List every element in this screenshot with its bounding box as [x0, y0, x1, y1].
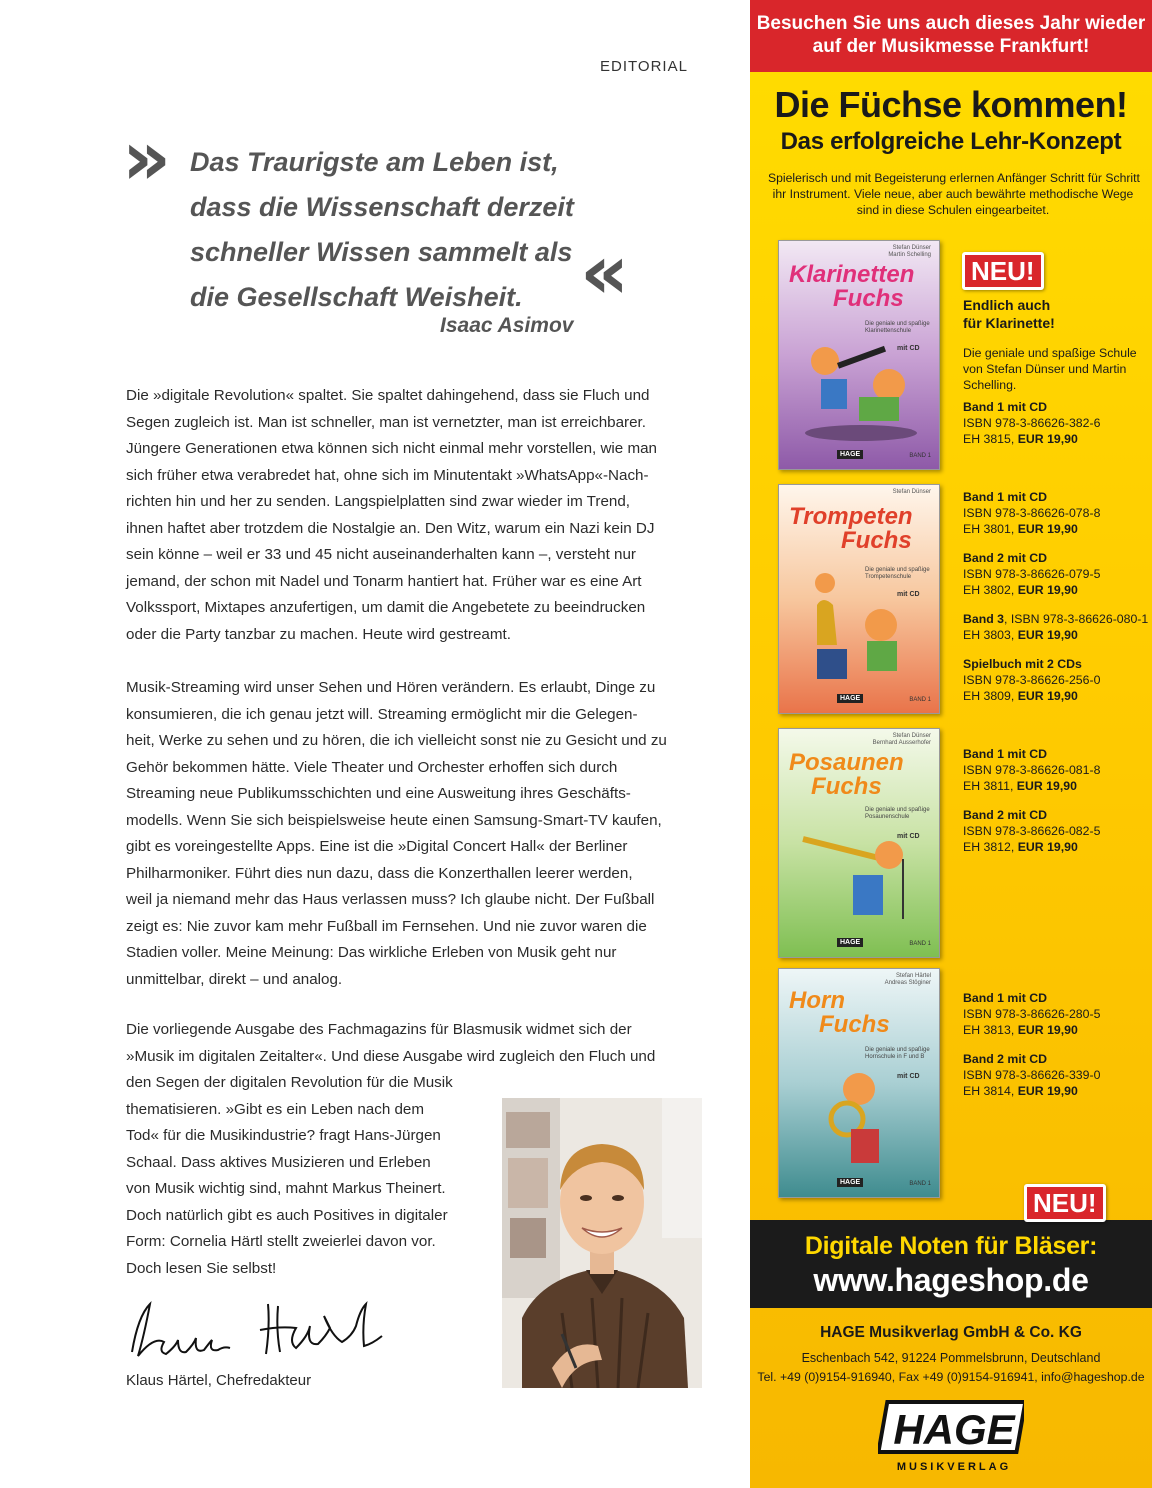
book-info-trompeten	[963, 489, 1148, 704]
ad-title: Die Füchse kommen!	[774, 84, 1128, 125]
order-number: EH 3815,	[963, 432, 1018, 446]
text-line: oder die Party tanzbar zu machen. Heute wird gestreamt.	[126, 625, 511, 643]
price: EUR 19,90	[1017, 1084, 1078, 1098]
cd-label: mit CD	[897, 1073, 920, 1080]
quote-line: schneller Wissen sammelt als	[190, 237, 573, 267]
text-line: jemand, der schon mit Nadel und Tonarm hantiert hat. Früher war es eine Art	[126, 572, 642, 590]
book-subtitle: Die geniale und spaßige Trompetenschule	[865, 567, 930, 580]
book-authors: Stefan Dünser	[892, 489, 931, 495]
text-line: zeigt es: Nie zuvor kam mehr Fußball im Fernsehen. Und nie zuvor waren die	[126, 917, 647, 935]
text-line: Tod« für die Musikindustrie? fragt Hans-Jürgen	[126, 1127, 441, 1144]
text-line: sich früher etwa verabredet hat, ohne sich im Minutentakt »WhatsApp«-Nach-	[126, 466, 649, 484]
text-line: gibt es voreingestellte Apps. Eine ist die »Digital Concert Hall« der Berliner	[126, 838, 628, 855]
text-line: Die vorliegende Ausgabe des Fachmagazins für Blasmusik widmet sich der	[126, 1021, 632, 1038]
edition-label: Band 3	[963, 612, 1004, 626]
order-number: EH 3803,	[963, 628, 1018, 642]
order-number: EH 3809,	[963, 689, 1018, 703]
intro-line: ihr Instrument. Viele neue, aber auch bewährte methodische Wege	[772, 187, 1134, 201]
isbn: ISBN 978-3-86626-079-5	[963, 567, 1101, 581]
banner-line: auf der Musikmesse Frankfurt!	[812, 36, 1090, 57]
edition-label: Band 1 mit CD	[963, 747, 1048, 761]
digital-notes-heading: Digitale Noten für Bläser:	[804, 1232, 1098, 1260]
order-number: EH 3801,	[963, 522, 1018, 536]
edition-label: Band 1 mit CD	[963, 991, 1048, 1005]
text-line: von Musik wichtig sind, mahnt Markus Theinert.	[126, 1180, 446, 1197]
book-title: Klarinetten Fuchs	[789, 261, 915, 312]
text-line: sein könne – weil er 33 und 45 nicht auseinanderhalten kann –, versteht nur	[126, 546, 636, 563]
book-authors: Stefan Dünser Bernhard Ausserhofer	[872, 733, 931, 746]
text-line: Streaming neue Publikumsschichten und eine Ausweitung ihres Geschäfts-	[126, 785, 631, 802]
price: EUR 19,90	[1017, 628, 1078, 642]
description-line: von Stefan Dünser und Martin	[963, 362, 1127, 376]
isbn: ISBN 978-3-86626-339-0	[963, 1068, 1101, 1082]
order-number: EH 3813,	[963, 1023, 1018, 1037]
publisher-logo: HAGE	[837, 450, 863, 459]
cd-label: mit CD	[897, 833, 920, 840]
text-line: Form: Cornelia Härtl stellt zweierlei davon vor.	[126, 1233, 436, 1250]
headline-line: Endlich auch	[963, 297, 1051, 313]
edition-label: Band 1 mit CD	[963, 490, 1048, 504]
text-line: Gehör bekommen hätte. Viele Theater und Orchester erhoffen sich durch	[126, 758, 618, 776]
text-line: modells. Wenn Sie sich beispielsweise heute einen Samsung-Smart-TV kaufen,	[126, 811, 662, 829]
quote-open-mark: »	[122, 113, 172, 202]
cd-label: mit CD	[897, 591, 920, 598]
fox-illustration	[799, 1059, 919, 1169]
ad-subtitle: Das erfolgreiche Lehr-Konzept	[780, 128, 1122, 155]
text-line: thematisieren. »Gibt es ein Leben nach dem	[126, 1100, 425, 1118]
signature	[120, 1296, 390, 1366]
book-cover-horn-fuchs[interactable]	[778, 968, 940, 1198]
publisher-address: Eschenbach 542, 91224 Pommelsbrunn, Deutschland	[801, 1351, 1101, 1365]
book-subtitle: Die geniale und spaßige Hornschule in F und B	[865, 1047, 930, 1060]
band-label: BAND 1	[909, 1181, 931, 1187]
book-title: Horn Fuchs	[789, 987, 890, 1038]
text-line: Philharmoniker. Führt dies nun dazu, dass die Konzerthallen leerer werden,	[126, 864, 633, 882]
book-info-klarinetten	[963, 296, 1148, 447]
hage-advertisement	[750, 0, 1152, 1488]
isbn: , ISBN 978-3-86626-080-1	[1004, 612, 1149, 626]
isbn: ISBN 978-3-86626-256-0	[963, 673, 1101, 687]
book-authors: Stefan Dünser Martin Schelling	[888, 245, 931, 258]
author-photo	[502, 1098, 702, 1388]
price: EUR 19,90	[1017, 689, 1078, 703]
editorial-paragraph-2	[126, 675, 706, 993]
text-line: Stadien voller. Meine Meinung: Das wirkliche Erleben von Musik geht nur	[126, 944, 617, 961]
band-label: BAND 1	[909, 941, 931, 947]
isbn: ISBN 978-3-86626-078-8	[963, 506, 1101, 520]
book-title: Posaunen Fuchs	[789, 749, 904, 800]
shop-url-link[interactable]: www.hageshop.de	[813, 1262, 1089, 1298]
cd-label: mit CD	[897, 345, 920, 352]
text-line: richten hin und her zu senden. Langspielplatten sind zwar wieder im Trend,	[126, 493, 631, 510]
band-label: BAND 1	[909, 453, 931, 459]
edition-label: Band 2 mit CD	[963, 808, 1048, 822]
publisher-logo: HAGE	[837, 938, 863, 947]
order-number: EH 3812,	[963, 840, 1018, 854]
publisher-logo: HAGE	[837, 694, 863, 703]
quote-line: dass die Wissenschaft derzeit	[190, 192, 574, 222]
book-cover-trompeten-fuchs[interactable]	[778, 484, 940, 714]
isbn: ISBN 978-3-86626-280-5	[963, 1007, 1101, 1021]
publisher-contact: Tel. +49 (0)9154-916940, Fax +49 (0)9154-916941, info@hageshop.de	[757, 1370, 1145, 1384]
edition-label: Spielbuch mit 2 CDs	[963, 657, 1082, 671]
isbn: ISBN 978-3-86626-081-8	[963, 763, 1101, 777]
text-line: Jüngere Generationen etwa können sich nicht einmal mehr vorstellen, wie man	[126, 440, 658, 457]
text-line: Doch natürlich gibt es auch Positives in digitaler	[126, 1206, 448, 1224]
book-subtitle: Die geniale und spaßige Posaunenschule	[865, 807, 930, 820]
text-line: Doch lesen Sie selbst!	[126, 1259, 277, 1277]
publisher-logo: HAGE	[837, 1178, 863, 1187]
order-number: EH 3802,	[963, 583, 1018, 597]
intro-line: sind in diese Schulen eingearbeitet.	[856, 203, 1050, 217]
logo-wordmark: HAGE	[893, 1406, 1015, 1453]
price: EUR 19,90	[1017, 583, 1078, 597]
new-badge: NEU!	[1024, 1184, 1106, 1222]
price: EUR 19,90	[1017, 522, 1078, 536]
fox-illustration	[797, 333, 925, 445]
section-label: EDITORIAL	[600, 58, 688, 75]
logo-subtext: MUSIKVERLAG	[896, 1461, 1012, 1473]
text-line: konsumieren, die ich genau jetzt will. Streaming ermöglicht mir die Gelegen-	[126, 705, 638, 723]
editorial-paragraph-1	[126, 383, 706, 648]
edition-label: Band 1 mit CD	[963, 400, 1048, 414]
pull-quote	[190, 140, 610, 320]
text-line: heit, Werke zu sehen und zu hören, die ich vielleicht sonst nie zu Gesicht und zu	[126, 732, 667, 749]
fox-illustration	[793, 819, 923, 929]
hage-logo	[878, 1398, 1024, 1478]
signature-caption: Klaus Härtel, Chefredakteur	[126, 1372, 312, 1389]
edition-label: Band 2 mit CD	[963, 551, 1048, 565]
text-line: »Musik im digitalen Zeitalter«. Und diese Ausgabe wird zugleich den Fluch und	[126, 1047, 656, 1065]
band-label: BAND 1	[909, 697, 931, 703]
book-authors: Stefan Härtel Andreas Stöginer	[884, 973, 931, 986]
price: EUR 19,90	[1017, 840, 1078, 854]
price: EUR 19,90	[1017, 1023, 1078, 1037]
publisher-name: HAGE Musikverlag GmbH & Co. KG	[820, 1324, 1082, 1341]
price: EUR 19,90	[1016, 779, 1077, 793]
edition-label: Band 2 mit CD	[963, 1052, 1048, 1066]
banner-line: Besuchen Sie uns auch dieses Jahr wieder	[756, 13, 1146, 34]
ad-intro	[768, 170, 1138, 218]
text-line: Musik-Streaming wird unser Sehen und Hören verändern. Es erlaubt, Dinge zu	[126, 679, 656, 696]
text-line: weil ja niemand mehr das Haus verlassen muss? Ich glaube nicht. Der Fußball	[126, 891, 655, 908]
text-line: Volkssport, Mixtapes anzufertigen, um damit die Angebetete zu beeindrucken	[126, 599, 646, 616]
book-info-horn	[963, 990, 1148, 1099]
book-title: Trompeten Fuchs	[789, 503, 913, 554]
text-line: Die »digitale Revolution« spaltet. Sie spaltet dahingehend, dass sie Fluch und	[126, 387, 650, 404]
quote-close-mark: «	[580, 227, 630, 316]
text-line: Segen zugleich ist. Man ist schneller, man ist vernetzter, man ist erreichbarer.	[126, 413, 646, 431]
text-line: ihnen haftet aber trotzdem die Nostalgie an. Den Witz, warum ein Nazi kein DJ	[126, 519, 655, 537]
order-number: EH 3811,	[963, 779, 1017, 793]
quote-author: Isaac Asimov	[440, 314, 574, 337]
description-line: Die geniale und spaßige Schule	[963, 346, 1137, 360]
order-number: EH 3814,	[963, 1084, 1018, 1098]
isbn: ISBN 978-3-86626-382-6	[963, 416, 1101, 430]
messe-banner	[750, 0, 1152, 72]
description-line: Schelling.	[963, 378, 1017, 392]
headline-line: für Klarinette!	[963, 315, 1055, 331]
book-cover-klarinetten-fuchs[interactable]	[778, 240, 940, 470]
text-line: Schaal. Dass aktives Musizieren und Erleben	[126, 1153, 431, 1171]
price: EUR 19,90	[1017, 432, 1078, 446]
book-subtitle: Die geniale und spaßige Klarinettenschule	[865, 321, 930, 334]
quote-line: Das Traurigste am Leben ist,	[190, 147, 559, 177]
book-info-posaunen	[963, 746, 1148, 855]
quote-line: die Gesellschaft Weisheit.	[190, 282, 523, 312]
text-line: unmittelbar, direkt – und analog.	[126, 970, 343, 988]
new-badge: NEU!	[962, 252, 1044, 290]
text-line: den Segen der digitalen Revolution für die Musik	[126, 1074, 453, 1091]
fox-illustration	[797, 565, 925, 685]
book-cover-posaunen-fuchs[interactable]	[778, 728, 940, 958]
isbn: ISBN 978-3-86626-082-5	[963, 824, 1101, 838]
intro-line: Spielerisch und mit Begeisterung erlernen Anfänger Schritt für Schritt	[768, 171, 1140, 185]
